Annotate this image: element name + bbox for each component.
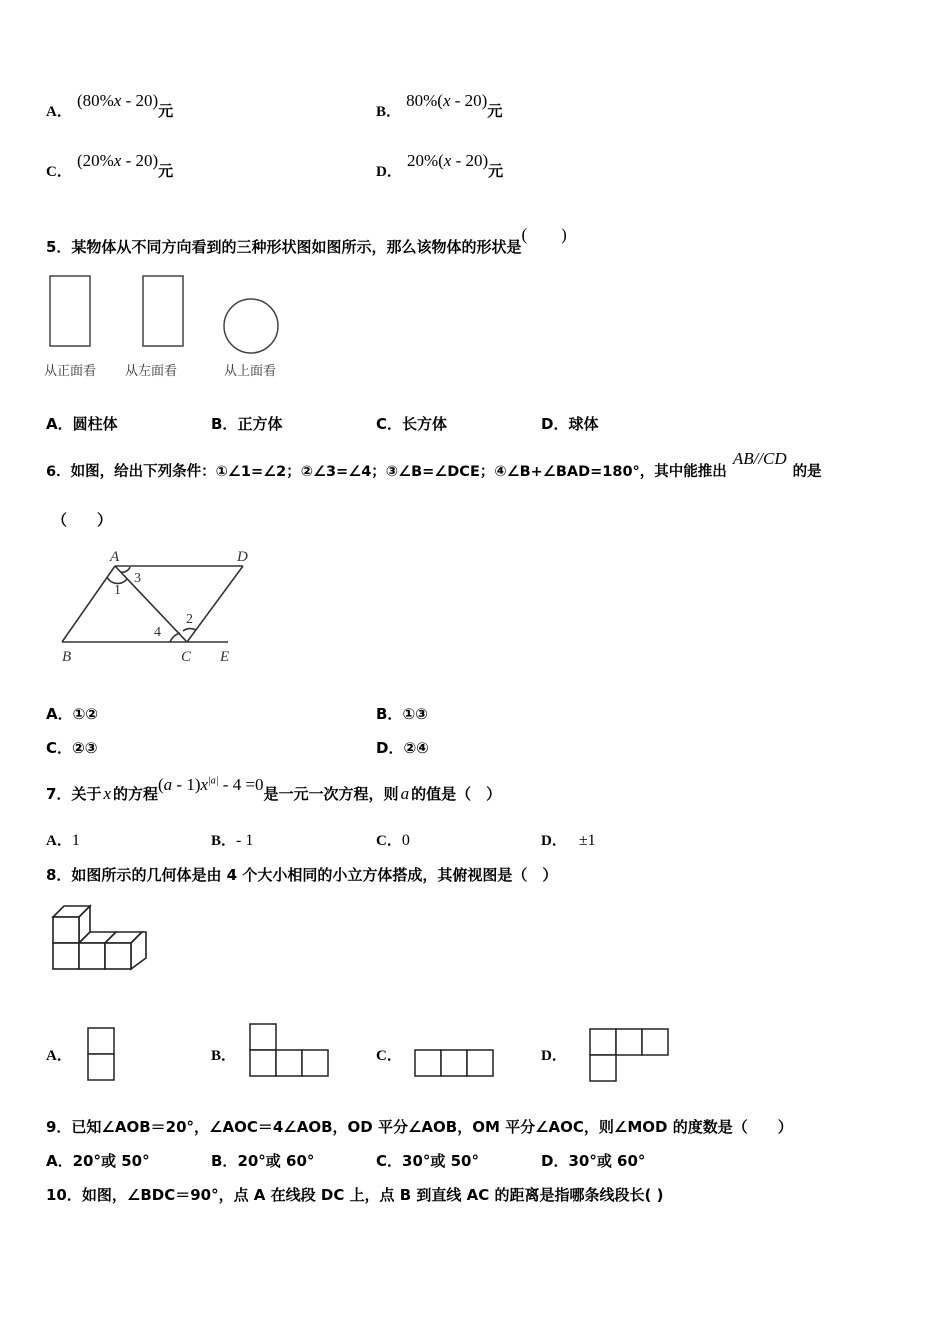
q6-option-c: C．②③ — [46, 739, 98, 757]
left-view-rect — [143, 276, 183, 346]
view-caption-top: 从上面看 — [224, 364, 277, 379]
cube-top-front — [53, 917, 79, 943]
label-a: A — [110, 549, 120, 565]
view-caption-front: 从正面看 — [44, 364, 97, 379]
q6-option-b: B．①③ — [376, 705, 428, 723]
q6-stem: 6．如图，给出下列条件：①∠1=∠2；②∠3=∠4；③∠B=∠DCE；④∠B+∠BAD=180°，其中能推出AB//CD的是 — [46, 449, 822, 480]
label-e: E — [220, 649, 230, 665]
q5-option-b: B．正方体 — [211, 415, 283, 433]
front-view-rect — [50, 276, 90, 346]
cube-front-1 — [53, 943, 79, 969]
arc-angle-2 — [183, 629, 196, 631]
q8-option-d-figure — [587, 1026, 671, 1084]
label-angle-1: 1 — [114, 583, 121, 598]
q5-option-a: A．圆柱体 — [46, 415, 118, 433]
q8-option-b-label: B． — [211, 1048, 237, 1064]
segment-ac — [115, 566, 187, 642]
q7-stem: 7．关于 x 的方程$(a - 1)x^{|a|} - 4 =0$是一元一次方程，则 a 的值是（ ） — [46, 775, 502, 803]
segment-dc — [187, 566, 243, 642]
q9-option-b: B．20°或 60° — [211, 1152, 315, 1170]
cube-front-3 — [105, 943, 131, 969]
q8-cube-solid — [48, 900, 158, 980]
q4-option-a: A． (80%x - 20)元 — [46, 91, 174, 120]
q4-option-c: C． (20%x - 20)元 — [46, 151, 174, 180]
q9-option-a: A．20°或 50° — [46, 1152, 150, 1170]
q6-paren: （ ） — [52, 511, 113, 529]
q6-option-a: A．①② — [46, 705, 99, 723]
label-c: C — [181, 649, 192, 665]
q8-option-c-label: C． — [376, 1048, 402, 1064]
label-angle-3: 3 — [134, 571, 141, 586]
q7-option-c: C．0 — [376, 832, 410, 849]
label-angle-4: 4 — [154, 625, 161, 640]
q5-stem: 5．某物体从不同方向看到的三种形状图如图所示，那么该物体的形状是( ) — [46, 225, 567, 256]
q8-option-a-label: A． — [46, 1048, 72, 1064]
label-angle-2: 2 — [186, 612, 193, 627]
q8-stem: 8．如图所示的几何体是由 4 个大小相同的小立方体搭成，其俯视图是（ ） — [46, 866, 558, 884]
q7-option-b: B．- 1 — [211, 832, 254, 849]
q10-stem: 10．如图，∠BDC＝90°，点 A 在线段 DC 上，点 B 到直线 AC 的距离是指哪条线段长( ) — [46, 1186, 664, 1204]
arc-angle-4 — [170, 633, 180, 642]
q4-option-d: D． 20%(x - 20)元 — [376, 151, 504, 180]
q7-option-d: D． ±1 — [541, 832, 596, 849]
view-caption-left: 从左面看 — [125, 364, 178, 379]
cube-front-2 — [79, 943, 105, 969]
q8-option-d-label: D． — [541, 1048, 567, 1064]
arc-angle-3 — [121, 567, 130, 572]
q9-option-d: D．30°或 60° — [541, 1152, 646, 1170]
q6-geometry-figure — [50, 545, 260, 670]
q4-option-b: B． 80%(x - 20)元 — [376, 91, 503, 120]
q5-option-c: C．长方体 — [376, 415, 448, 433]
q8-option-c-figure — [412, 1047, 496, 1079]
label-d: D — [237, 549, 248, 565]
label-b: B — [62, 649, 72, 665]
top-view-circle — [224, 299, 278, 353]
q8-option-a-figure — [85, 1026, 117, 1082]
q9-option-c: C．30°或 50° — [376, 1152, 479, 1170]
q6-option-d: D．②④ — [376, 739, 429, 757]
q9-stem: 9．已知∠AOB＝20°，∠AOC＝4∠AOB，OD 平分∠AOB，OM 平分∠AOC，则∠MOD 的度数是（ ） — [46, 1118, 793, 1136]
q7-option-a: A．1 — [46, 832, 80, 849]
q8-option-b-figure — [247, 1022, 331, 1078]
q5-option-d: D．球体 — [541, 415, 599, 433]
